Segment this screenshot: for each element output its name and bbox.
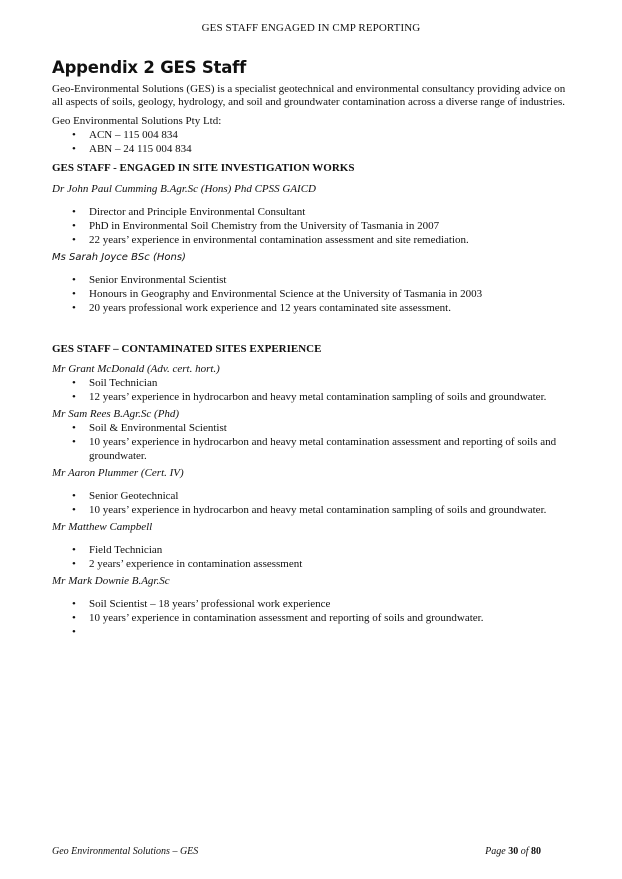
staff-bullets-cumming bbox=[52, 205, 574, 247]
footer-company: Geo Environmental Solutions – GES bbox=[52, 846, 199, 857]
company-abn: • ABN – 24 115 004 834 bbox=[52, 142, 574, 156]
staff-bullets-mcdonald bbox=[52, 376, 574, 404]
list-item: • Soil Technician bbox=[52, 376, 574, 390]
list-item: • 22 years’ experience in environmental contamination assessment and site remediation. bbox=[52, 233, 574, 247]
list-item: • 2 years’ experience in contamination assessment bbox=[52, 557, 574, 571]
staff-name-cumming: Dr John Paul Cumming B.Agr.Sc (Hons) Phd CPSS GAICD bbox=[52, 183, 316, 195]
staff-name-campbell: Mr Matthew Campbell bbox=[52, 521, 153, 533]
page-total: 80 bbox=[531, 846, 541, 857]
list-item: • Soil Scientist – 18 years’ professional work experience bbox=[52, 597, 574, 611]
page-number bbox=[485, 846, 541, 857]
intro-paragraph: Geo-Environmental Solutions (GES) is a specialist geotechnical and environmental consultancy providing advice on all aspects of soils, geology, hydrology, and soil and groundwater contamination across a diverse range of industries. bbox=[52, 83, 566, 108]
page-of: of bbox=[520, 846, 529, 857]
staff-name-downie: Mr Mark Downie B.Agr.Sc bbox=[52, 575, 170, 587]
list-item: • Director and Principle Environmental Consultant bbox=[52, 205, 574, 219]
page-current: 30 bbox=[508, 846, 519, 857]
company-name: Geo Environmental Solutions Pty Ltd: bbox=[52, 115, 222, 127]
list-item: • Honours in Geography and Environmental Science at the University of Tasmania in 2003 bbox=[52, 287, 574, 301]
staff-bullets-plummer bbox=[52, 489, 574, 517]
staff-bullets-joyce bbox=[52, 273, 574, 315]
section-title-contaminated-sites: GES STAFF – CONTAMINATED SITES EXPERIENCE bbox=[52, 343, 322, 355]
list-item: • 20 years professional work experience and 12 years contaminated site assessment. bbox=[52, 301, 574, 315]
list-item: • 12 years’ experience in hydrocarbon and heavy metal contamination sampling of soils and groundwater. bbox=[52, 390, 574, 404]
list-item: • 10 years’ experience in hydrocarbon and heavy metal contamination assessment and reporting of soils and groundwater. bbox=[52, 435, 574, 463]
list-item: • Soil & Environmental Scientist bbox=[52, 421, 574, 435]
list-item: • 10 years’ experience in hydrocarbon and heavy metal contamination sampling of soils and groundwater. bbox=[52, 503, 574, 517]
list-item: • Senior Environmental Scientist bbox=[52, 273, 574, 287]
section-title-site-investigation: GES STAFF - ENGAGED IN SITE INVESTIGATION WORKS bbox=[52, 162, 355, 174]
company-id-list bbox=[52, 128, 574, 156]
company-acn: • ACN – 115 004 834 bbox=[52, 128, 574, 142]
staff-name-mcdonald: Mr Grant McDonald (Adv. cert. hort.) bbox=[52, 363, 220, 375]
running-header: GES STAFF ENGAGED IN CMP REPORTING bbox=[201, 22, 421, 34]
staff-bullets-rees bbox=[52, 421, 574, 463]
staff-bullets-downie bbox=[52, 597, 574, 625]
page-content bbox=[52, 58, 574, 629]
staff-bullets-campbell bbox=[52, 543, 574, 571]
staff-name-plummer: Mr Aaron Plummer (Cert. IV) bbox=[52, 467, 184, 479]
list-item: • 10 years’ experience in contamination assessment and reporting of soils and groundwater. bbox=[52, 611, 574, 625]
page-label: Page bbox=[485, 846, 506, 857]
list-item: • Field Technician bbox=[52, 543, 574, 557]
page-footer bbox=[52, 846, 541, 857]
staff-name-joyce: Ms Sarah Joyce BSc (Hons) bbox=[52, 252, 186, 263]
list-item: • PhD in Environmental Soil Chemistry from the University of Tasmania in 2007 bbox=[52, 219, 574, 233]
list-item: • Senior Geotechnical bbox=[52, 489, 574, 503]
staff-name-rees: Mr Sam Rees B.Agr.Sc (Phd) bbox=[52, 408, 180, 420]
page-title: Appendix 2 GES Staff bbox=[52, 58, 247, 77]
